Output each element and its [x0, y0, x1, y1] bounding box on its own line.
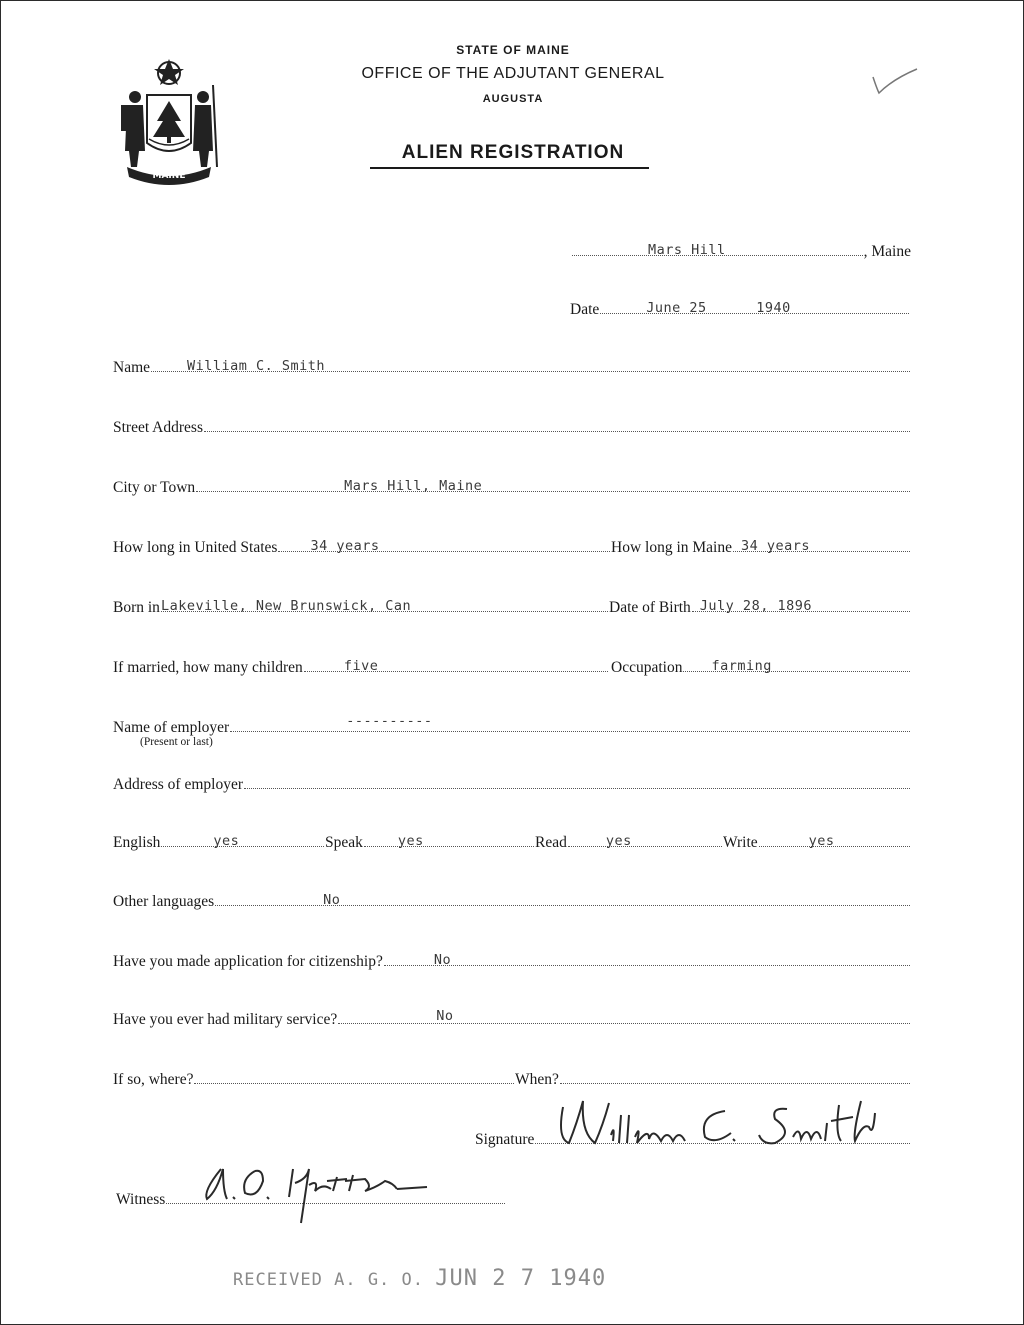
- date-field[interactable]: [570, 299, 910, 321]
- children-value: five: [343, 658, 379, 674]
- witness-handwriting: [197, 1161, 447, 1231]
- witness-label: Witness: [116, 1191, 166, 1208]
- english-value: yes: [213, 833, 240, 849]
- occupation-line: [683, 657, 910, 672]
- children-field[interactable]: [113, 657, 609, 679]
- read-value: yes: [605, 833, 632, 849]
- city-value: Mars Hill, Maine: [344, 478, 483, 494]
- how-long-maine-line: [733, 537, 910, 552]
- date-of-birth-field[interactable]: [609, 597, 911, 619]
- children-line: [304, 657, 608, 672]
- svg-text:MAINE: MAINE: [152, 171, 186, 181]
- speak-field[interactable]: [325, 832, 535, 854]
- title-underline: [370, 167, 649, 169]
- children-label: If married, how many children: [113, 659, 303, 676]
- street-address-field[interactable]: [113, 417, 911, 439]
- city-label: City or Town: [113, 479, 196, 496]
- speak-line: [364, 832, 534, 847]
- date-label: Date: [570, 301, 600, 318]
- military-service-label: Have you ever had military service?: [113, 1011, 338, 1028]
- employer-line: [230, 713, 910, 732]
- received-stamp-date: JUN 2 7 1940: [435, 1266, 607, 1291]
- city-heading: AUGUSTA: [482, 93, 544, 105]
- citizenship-field[interactable]: [113, 951, 911, 973]
- location-field[interactable]: [571, 241, 911, 263]
- date-line: [600, 299, 909, 314]
- employer-sublabel: (Present or last): [140, 736, 213, 748]
- when-line: [560, 1069, 910, 1084]
- date-year: 1940: [756, 300, 791, 316]
- read-field[interactable]: [535, 832, 723, 854]
- employer-label: Name of employer: [113, 719, 230, 736]
- signature-label: Signature: [475, 1131, 535, 1148]
- speak-label: Speak: [325, 834, 363, 851]
- office-heading: OFFICE OF THE ADJUTANT GENERAL: [361, 65, 665, 82]
- occupation-label: Occupation: [611, 659, 683, 676]
- date-of-birth-label: Date of Birth: [609, 599, 691, 616]
- write-label: Write: [723, 834, 758, 851]
- how-long-us-value: 34 years: [310, 538, 380, 554]
- employer-address-label: Address of employer: [113, 776, 243, 793]
- name-line: [151, 357, 910, 372]
- employer-field[interactable]: [113, 713, 911, 739]
- english-field[interactable]: [113, 832, 325, 854]
- born-in-line: [161, 597, 608, 612]
- employer-address-line: [244, 774, 910, 789]
- received-stamp: [233, 1266, 606, 1291]
- write-field[interactable]: [723, 832, 911, 854]
- signature-handwriting: [549, 1093, 889, 1157]
- occupation-value: farming: [711, 658, 772, 674]
- military-service-field[interactable]: [113, 1009, 911, 1031]
- when-label: When?: [515, 1071, 559, 1088]
- street-address-line: [204, 417, 910, 432]
- occupation-field[interactable]: [611, 657, 911, 679]
- born-in-label: Born in: [113, 599, 160, 616]
- military-service-value: No: [436, 1008, 454, 1024]
- check-mark-icon: [869, 63, 921, 99]
- other-languages-label: Other languages: [113, 893, 215, 910]
- name-field[interactable]: [113, 357, 911, 379]
- location-line: [572, 241, 863, 256]
- location-suffix: , Maine: [863, 243, 911, 260]
- how-long-us-line: [278, 537, 610, 552]
- location-value: Mars Hill: [648, 242, 726, 258]
- city-field[interactable]: [113, 477, 911, 499]
- when-field[interactable]: [515, 1069, 911, 1091]
- write-line: [759, 832, 910, 847]
- read-label: Read: [535, 834, 567, 851]
- received-stamp-prefix: RECEIVED A. G. O.: [233, 1270, 424, 1290]
- citizenship-line: [384, 951, 910, 966]
- how-long-us-label: How long in United States: [113, 539, 278, 556]
- other-languages-field[interactable]: [113, 891, 911, 913]
- how-long-maine-value: 34 years: [740, 538, 811, 554]
- citizenship-label: Have you made application for citizenship?: [113, 953, 383, 970]
- name-label: Name: [113, 359, 151, 376]
- how-long-us-field[interactable]: [113, 537, 611, 559]
- date-of-birth-line: [692, 597, 910, 612]
- read-line: [568, 832, 722, 847]
- form-title: ALIEN REGISTRATION: [401, 142, 625, 163]
- where-line: [194, 1069, 514, 1084]
- write-value: yes: [808, 833, 835, 849]
- english-label: English: [113, 834, 161, 851]
- where-label: If so, where?: [113, 1071, 194, 1088]
- other-languages-line: [215, 891, 910, 906]
- speak-value: yes: [397, 833, 424, 849]
- born-in-field[interactable]: [113, 597, 609, 619]
- name-value: William C. Smith: [187, 358, 326, 374]
- how-long-maine-label: How long in Maine: [611, 539, 732, 556]
- military-service-line: [338, 1009, 910, 1024]
- city-line: [196, 477, 910, 492]
- employer-address-field[interactable]: [113, 774, 911, 796]
- state-heading: STATE OF MAINE: [456, 43, 570, 57]
- date-of-birth-value: July 28, 1896: [699, 598, 812, 614]
- date-month-day: June 25: [646, 300, 707, 316]
- citizenship-value: No: [433, 952, 452, 968]
- employer-value: ----------: [346, 713, 433, 729]
- street-address-label: Street Address: [113, 419, 203, 436]
- other-languages-value: No: [323, 892, 341, 908]
- english-line: [161, 832, 324, 847]
- where-field[interactable]: [113, 1069, 515, 1091]
- born-in-value: Lakeville, New Brunswick, Can: [160, 598, 412, 614]
- how-long-maine-field[interactable]: [611, 537, 911, 559]
